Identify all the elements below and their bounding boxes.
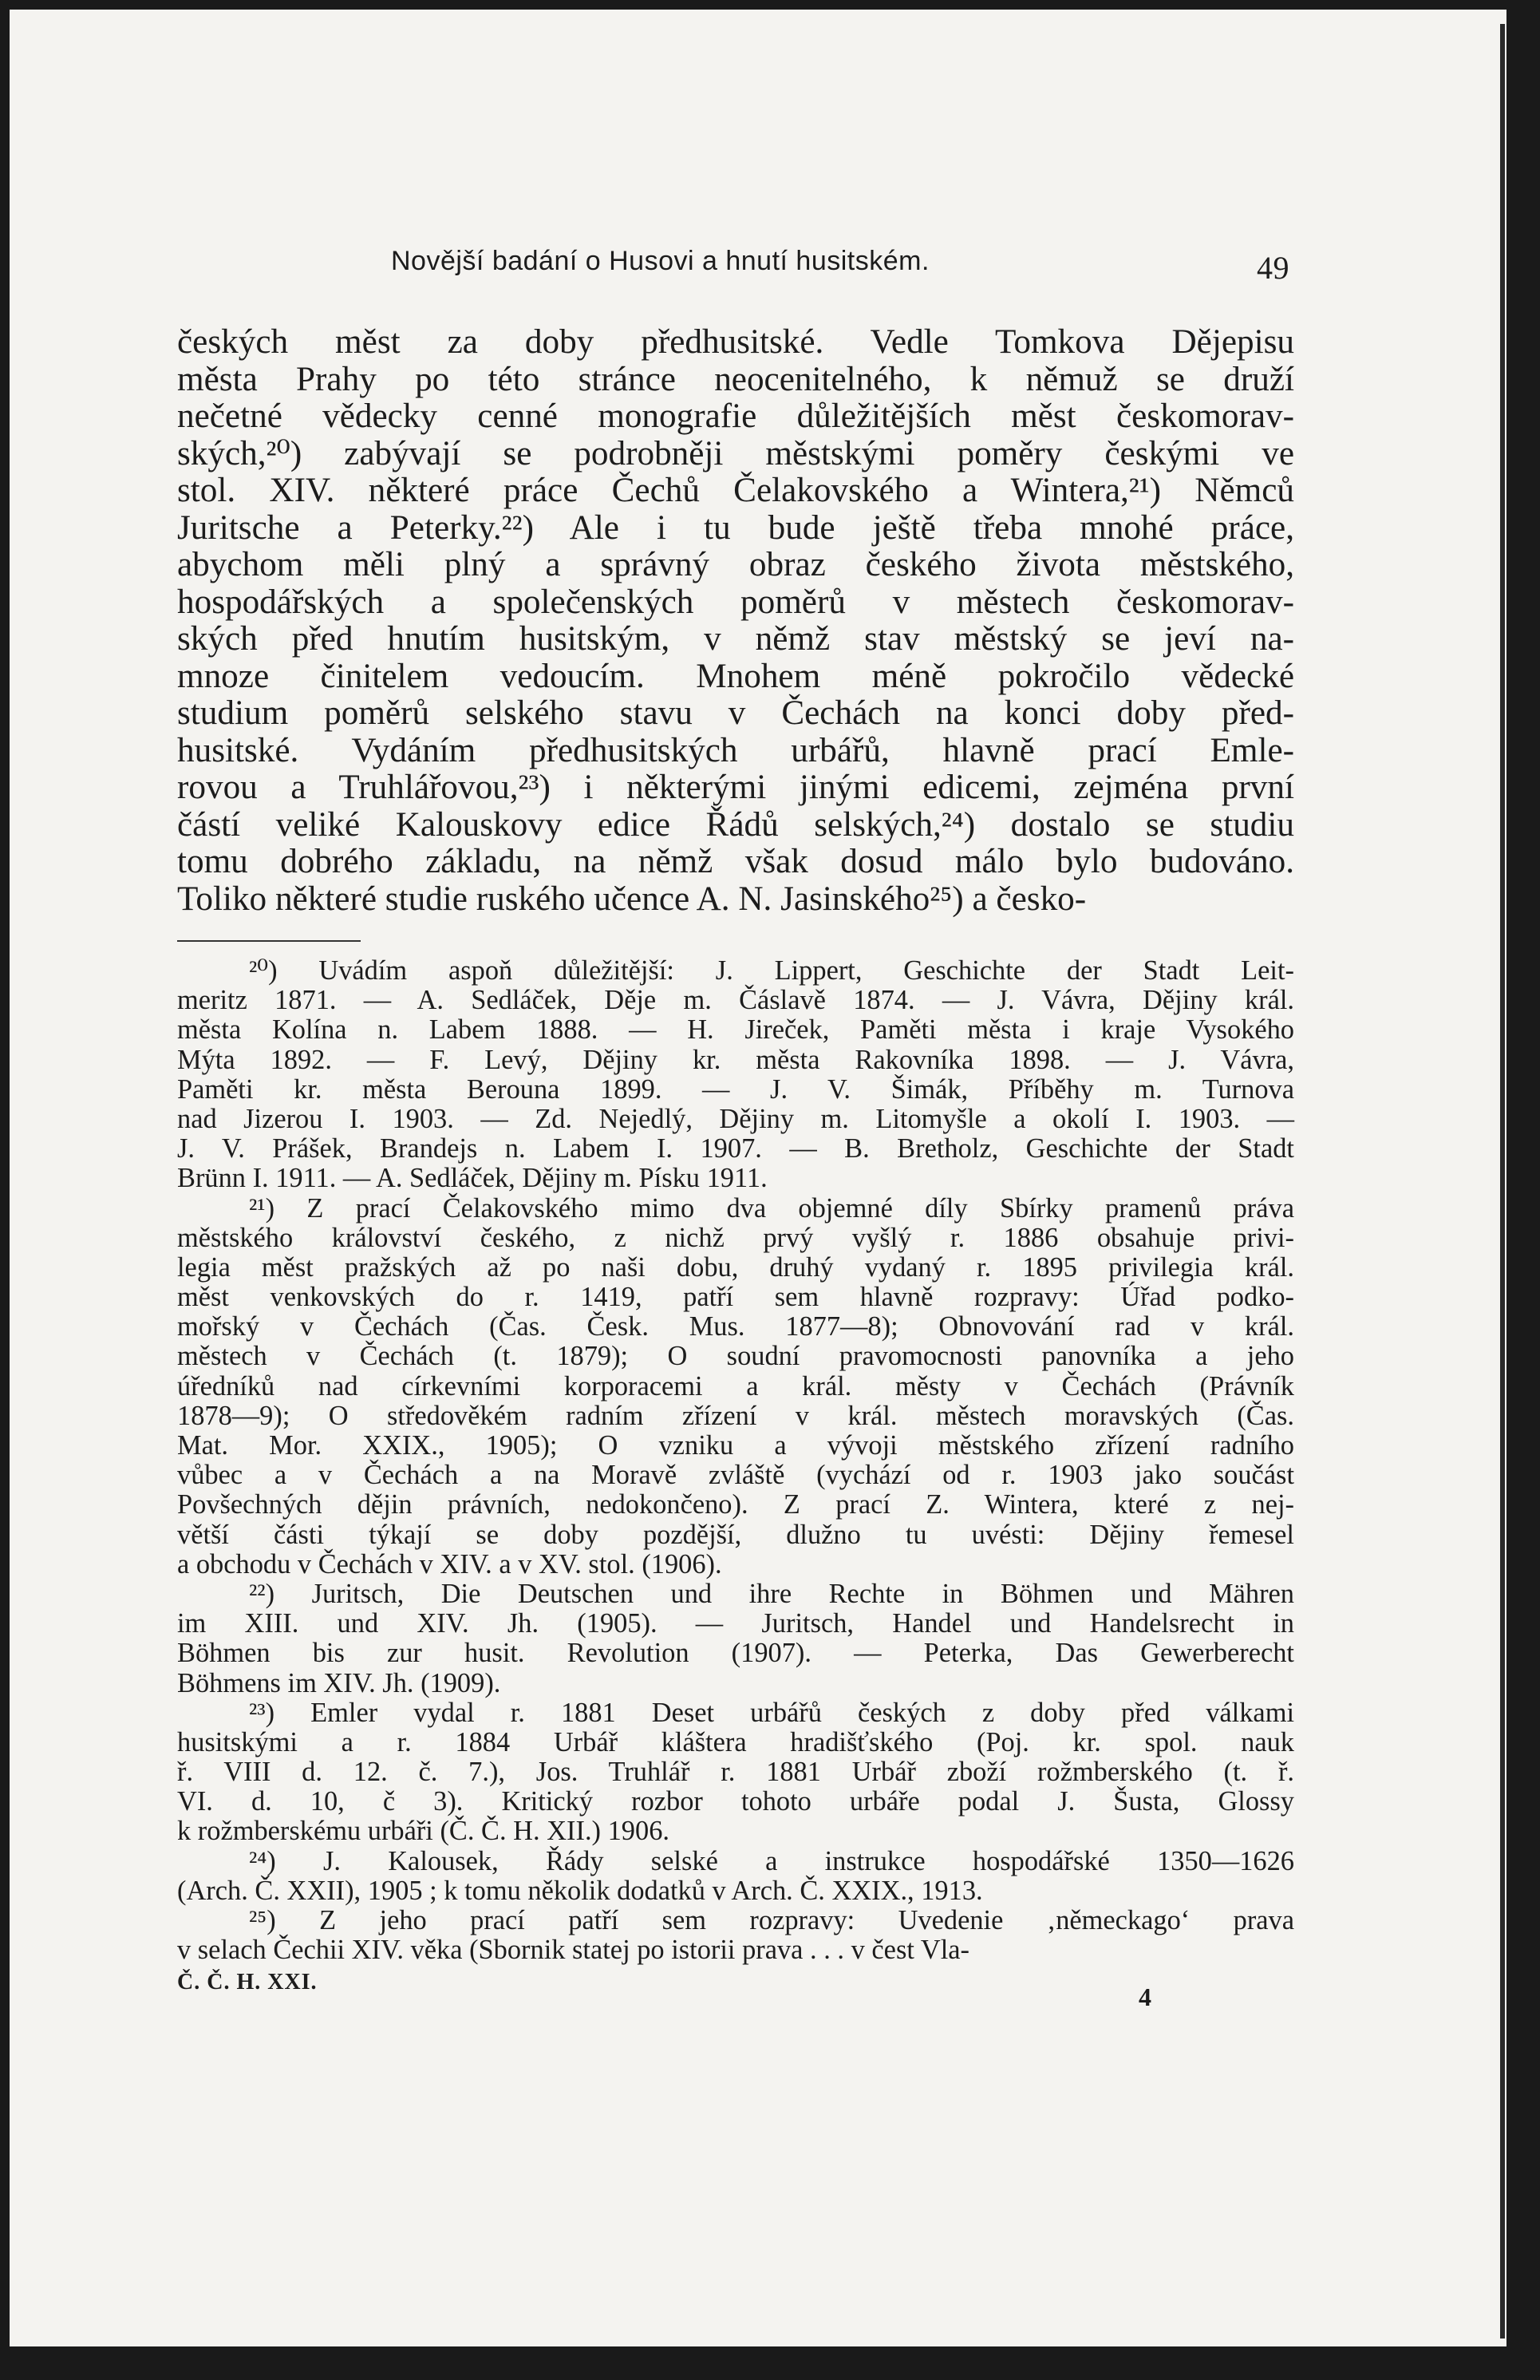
sheet-number: 4 xyxy=(1139,1983,1151,2012)
footnote-line: vůbec a v Čechách a na Moravě zvláště (vychází od r. 1903 jako součást xyxy=(177,1460,1294,1491)
page-number: 49 xyxy=(1257,250,1289,286)
signature-mark: Č. Č. H. XXI. xyxy=(177,1970,318,1995)
footnote xyxy=(177,956,1294,1194)
footnote-line: města Kolína n. Labem 1888. — H. Jireček, Paměti města i kraje Vysokého xyxy=(177,1014,1294,1046)
footnote-line: ř. VIII d. 12. č. 7.), Jos. Truhlář r. 1881 Urbář zboží rožmberského (t. ř. xyxy=(177,1757,1294,1788)
footnote-line: a obchodu v Čechách v XIV. a v XV. stol. (1906). xyxy=(177,1548,722,1579)
footnote-line: Povšechných dějin právních, nedokončeno). Z prací Z. Wintera, které z nej- xyxy=(177,1489,1294,1520)
footnote-rule xyxy=(177,940,361,942)
footnote-line: meritz 1871. — A. Sedláček, Děje m. Čáslavě 1874. — J. Vávra, Dějiny král. xyxy=(177,985,1294,1016)
body-line: husitské. Vydáním předhusitských urbářů, hlavně prací Emle- xyxy=(177,731,1294,769)
footnote-line: ²²) Juritsch, Die Deutschen und ihre Rechte in Böhmen und Mähren xyxy=(249,1578,1294,1609)
footnote xyxy=(177,1194,1294,1579)
footnote-line: husitskými a r. 1884 Urbář kláštera hradišťského (Poj. kr. spol. nauk xyxy=(177,1726,1294,1757)
body-line: abychom měli plný a správný obraz českého života městského, xyxy=(177,546,1294,583)
footnote-line: Mat. Mor. XXIX., 1905); O vzniku a vývoji městského zřízení radního xyxy=(177,1430,1294,1461)
body-line: studium poměrů selského stavu v Čechách na konci doby před- xyxy=(177,694,1294,732)
page-edge-shadow xyxy=(1500,24,1505,2338)
footnote-line: měst venkovských do r. 1419, patří sem hlavně rozpravy: Úřad podko- xyxy=(177,1282,1294,1313)
body-line: nečetné vědecky cenné monografie důležitějších měst českomorav- xyxy=(177,397,1294,435)
body-line: stol. XIV. některé práce Čechů Čelakovského a Wintera,²¹) Němců xyxy=(177,472,1294,509)
body-line: mnoze činitelem vedoucím. Mnohem méně pokročilo vědecké xyxy=(177,657,1294,695)
footnote-line: ²⁰) Uvádím aspoň důležitější: J. Lippert, Geschichte der Stadt Leit- xyxy=(249,955,1294,986)
footnote xyxy=(177,1698,1294,1847)
page-content xyxy=(177,239,1294,2018)
footnote-line: Böhmen bis zur husit. Revolution (1907). — Peterka, Das Gewerberecht xyxy=(177,1638,1294,1669)
body-line: hospodářských a společenských poměrů v městech českomorav- xyxy=(177,583,1294,621)
footnotes xyxy=(177,956,1294,1965)
footnote-line: nad Jizerou I. 1903. — Zd. Nejedlý, Dějiny m. Litomyšle a okolí I. 1903. — xyxy=(177,1103,1294,1134)
running-header xyxy=(177,239,1294,287)
body-line: rovou a Truhlářovou,²³) i některými jinými edicemi, zejména první xyxy=(177,769,1294,806)
footnote-line: úředníků nad církevními korporacemi a král. městy v Čechách (Právník xyxy=(177,1370,1294,1402)
footnote-line: ²⁵) Z jeho prací patří sem rozpravy: Uvedenie ‚německago‘ prava xyxy=(249,1905,1294,1935)
footnote xyxy=(177,1579,1294,1698)
footnote-line: ²¹) Z prací Čelakovského mimo dva objemné díly Sbírky pramenů práva xyxy=(249,1192,1294,1224)
footnote-line: k rožmberskému urbáři (Č. Č. H. XII.) 1906. xyxy=(177,1816,669,1847)
footnote xyxy=(177,1847,1294,1906)
footnote-line: 1878—9); O středověkém radním zřízení v král. městech moravských (Čas. xyxy=(177,1400,1294,1431)
body-line: ských před hnutím husitským, v němž stav městský se jeví na- xyxy=(177,620,1294,658)
footnote-line: Paměti kr. města Berouna 1899. — J. V. Šimák, Příběhy m. Turnova xyxy=(177,1073,1294,1105)
body-line: města Prahy po této stránce neocenitelného, k němuž se druží xyxy=(177,360,1294,398)
footnote-line: legia měst pražských až po naši dobu, druhý vydaný r. 1895 privilegia král. xyxy=(177,1251,1294,1283)
footnote-line: městského království českého, z nichž prvý vyšlý r. 1886 obsahuje privi- xyxy=(177,1222,1294,1253)
body-line: Toliko některé studie ruského učence A. N. Jasinského²⁵) a česko- xyxy=(177,880,1087,918)
footnote-line: městech v Čechách (t. 1879); O soudní pravomocnosti panovníka a jeho xyxy=(177,1341,1294,1372)
footnote xyxy=(177,1906,1294,1965)
footnote-line: větší části týkají se doby pozdější, dlužno tu uvésti: Dějiny řemesel xyxy=(177,1519,1294,1550)
body-line: českých měst za doby předhusitské. Vedle Tomkova Dějepisu xyxy=(177,323,1294,361)
footnote-line: (Arch. Č. XXII), 1905 ; k tomu několik dodatků v Arch. Č. XXIX., 1913. xyxy=(177,1875,983,1906)
footnote-line: J. V. Prášek, Brandejs n. Labem I. 1907. — B. Bretholz, Geschichte der Stadt xyxy=(177,1133,1294,1164)
body-line: částí veliké Kalouskovy edice Řádů selských,²⁴) dostalo se studiu xyxy=(177,805,1294,844)
footnote-line: Brünn I. 1911. — A. Sedláček, Dějiny m. Písku 1911. xyxy=(177,1163,768,1194)
page-footer xyxy=(177,1970,1294,2018)
footnote-line: VI. d. 10, č 3). Kritický rozbor tohoto urbáře podal J. Šusta, Glossy xyxy=(177,1786,1294,1817)
footnote-line: mořský v Čechách (Čas. Česk. Mus. 1877—8); Obnovování rad v král. xyxy=(177,1311,1294,1342)
footnote-line: ²⁴) J. Kalousek, Řády selské a instrukce hospodářské 1350—1626 xyxy=(249,1845,1294,1876)
main-text xyxy=(177,324,1294,918)
footnote-line: Böhmens im XIV. Jh. (1909). xyxy=(177,1667,501,1698)
footnote-line: Mýta 1892. — F. Levý, Dějiny kr. města Rakovníka 1898. — J. Vávra, xyxy=(177,1044,1294,1075)
footnote-line: v selach Čechii XIV. věka (Sbornik statej po istorii prava . . . v čest Vla- xyxy=(177,1935,969,1966)
body-line: ských,²⁰) zabývají se podrobněji městskými poměry českými ve xyxy=(177,434,1294,472)
body-line: Juritsche a Peterky.²²) Ale i tu bude ještě třeba mnohé práce, xyxy=(177,508,1294,547)
footnote-line: ²³) Emler vydal r. 1881 Deset urbářů českých z doby před válkami xyxy=(249,1697,1294,1728)
running-title: Novější badání o Husovi a hnutí husitském. xyxy=(391,246,930,276)
footnote-line: im XIII. und XIV. Jh. (1905). — Juritsch, Handel und Handelsrecht in xyxy=(177,1608,1294,1639)
body-line: tomu dobrého základu, na němž však dosud málo bylo budováno. xyxy=(177,843,1294,880)
